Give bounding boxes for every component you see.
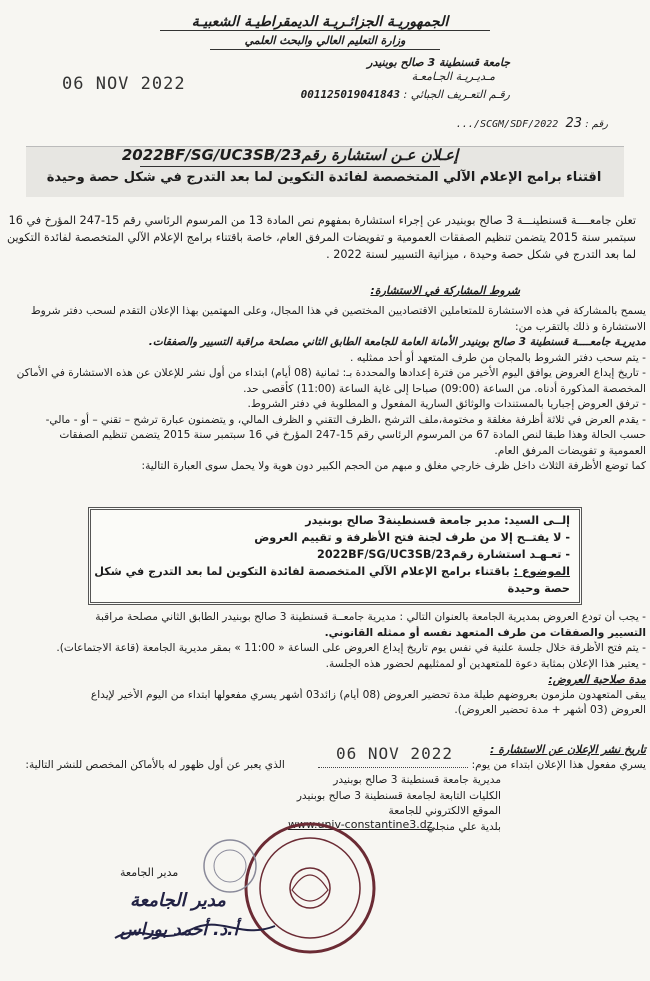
republic-header: الجمهوريـة الجزائـريـة الديمقراطيـة الشعبيـة [191,14,449,30]
signature-label: مدير الجامعة [120,866,179,879]
university-name: جامعة قسنطينة 3 صالح بوبنيدر [367,56,510,69]
validity-heading: مدة صلاحية العروض: [548,673,646,686]
condition-line: - يتم سحب دفتر الشروط بالمجان من طرف المتعهد أو أحد ممثليه . [349,351,646,364]
condition-line: - تاريخ إيداع العروض يوافق اليوم الأخير من فترة إعدادها والمحددة بـ: ثمانية (08 أيام) ابتداء من أول نشر للإعلان عن هذه الاستشارة في الأماكن [16,367,646,379]
reference-number [456,116,608,131]
rule-line: - يجب أن تودع العروض بمديرية الجامعة بالعنوان التالي : مديرية جامعــة قسنطينة 3 صالح بوبنيدر الطابق الثاني مصلحة مراقبة [95,611,646,623]
announcement-subject: اقتناء برامج الإعلام الآلي المتخصصة لفائدة التكوين لما بعد التدرج في شكل حصة وحيدة [46,170,602,185]
condition-line: العمومية و تفويضات المرفق العام. [494,444,646,457]
condition-line: كما توضع الأظرفة الثلاث داخل ظرف خارجي مغلق و مبهم من الحجم الكبير دون هوية ولا يحمل سوى العبارة التالية: [141,460,646,472]
signature-name: أ.د. أحمد بوراس [120,920,239,940]
publication-place: مديرية جامعة قسنطينة 3 صالح بوبنيدر [333,774,501,786]
envelope-subject-text: باقتناء برامج الإعلام الآلي المتخصصة لفائدة التكوين لما بعد التدرج في شكل حصة وحيدة [94,565,570,595]
publication-place: بلدية علي منجلي [426,820,501,833]
condition-line: - ترفق العروض إجباريا بالمستندات والوثائق السارية المفعول و المطلوبة في دفتر الشروط. [247,398,646,410]
envelope-text [92,512,570,597]
rule-line: التسيير والصفقات من طرف المتعهد نفسه أو ممثله القانوني. [324,626,646,639]
secondary-seal [200,836,260,896]
signature-scribble [110,918,280,948]
publication-place: الموقع الالكتروني للجامعة [388,805,501,817]
condition-line: مديريـة جامعــــة قسنطينة 3 صالح بوبنيدر الأمانة العامة للجامعة الطابق الثاني مصلحة مراقبة التسيير والصفقات. [148,336,646,348]
university-website: www.univ-constantine3.dz [288,818,433,831]
condition-line: الاستشارة و ذلك بالتقرب من: [515,320,646,333]
tax-id [301,88,510,101]
conditions-heading: شروط المشاركة في الاستشارة: [370,284,520,297]
ministry-header: وزارة التعليم العالي والبحث العلمي [244,34,406,47]
announcement-title: إعـلان عـن استشارة رقم2022BF/SG/UC3SB/23 [121,146,459,164]
ref-label: رقم : [585,119,608,130]
date-stamp-top: 06 NOV 2022 [62,74,186,94]
rule-line: - يتم فتح الأظرفة خلال جلسة علنية في نفس يوم تاريخ إيداع العروض على الساعة « 11:00 » بمقر مديرية الجامعة (قاعة الاجتماعات). [56,642,646,654]
condition-line: المخصصة المذكورة أدناه. من الساعة (09:00) صباحا إلى غاية الساعة (11:00) كأقصى حد. [243,382,646,395]
envelope-no-open: - لا يفتــح إلا من طرف لجنة فتح الأظرفة و تقييم العروض [254,531,570,544]
directorate-name: مـديـريـة الجـامعـة [411,70,495,83]
signature-title: مدير الجامعة [130,890,226,911]
condition-line: يسمح بالمشاركة في هذه الاستشارة للمتعاملين الاقتصاديين المختصين في هذا المجال، وعلى المهتمين بهذا الإعلان التقدم لسحب دفتر شروط [30,305,646,317]
conditions-list [0,304,646,475]
title-underline [140,166,440,167]
ref-code: 2022/SCGM/SDF/... [455,119,559,130]
publication-line-2: الذي يعبر عن أول ظهور له بالأماكن المخصص للنشر التالية: [25,758,285,771]
date-stamp-publication: 06 NOV 2022 [336,744,453,763]
envelope-to: إلــى السيد: مدير جامعة قسنطينة3 صالح بوبنيدر [305,514,570,527]
envelope-subject-label: الموضوع : [513,565,570,578]
condition-line: حسب الحالة وهذا طبقا لنص المادة 67 من المرسوم الرئاسي رقم 15-247 المؤرخ في 16 سبتمبر سنة 2015 يتضمن تنظيم الصفقات [59,429,646,441]
rule-line: - يعتبر هذا الإعلان بمثابة دعوة للمتعهدين أو لممثليهم لحضور هذه الجلسة. [325,657,646,670]
tax-number: 001125019041843 [300,88,400,101]
intro-paragraph: تعلن جامعــــة قسنطينـــة 3 صالح بوبنيدر عن إجراء استشارة بمفهوم نص المادة 13 من المرسوم الرئاسي رقم 15-247 المؤرخ في 16 سبتمبر سنة 2015 يتضمن تنظيم الصفقات العمومية و تفويضات المرفق العام، خاصة باقتناء برامج الإعلام الآلي المتخصصة لفائدة التكوين لما بعد التدرج في شكل حصة وحيدة ، ميزانية التسيير لسنة 2022 . [7,214,636,261]
envelope-tender: - تعـهـد استشارة رقم2022BF/SG/UC3SB/23 [317,548,570,561]
publication-place: الكليات التابعة لجامعة قسنطينة 3 صالح بوبنيدر [296,789,501,802]
validity-line: يبقى المتعهدون ملزمون بعروضهم طيلة مدة تحضير العروض (08 أيام) زائد03 أشهر يسري مفعولها ابتداء من اليوم الأخير لإيداع [90,688,646,701]
publication-heading: تاريخ نشر الإعلان عن الاستشارة : [490,743,646,756]
ref-number: 23 [565,116,582,131]
tax-label: رقـم التعـريف الجبائي : [403,88,510,101]
publication-line-1: يسري مفعول هذا الإعلان ابتداء من يوم: الذي يعبر عن أول ظهور له بالأماكن المخصص للنشر التالية: [25,758,646,771]
condition-line: - يقدم العرض في ثلاثة أظرفة مغلقة و مختومة،ملف الترشح ،الظرف التقني و الظرف المالي، و يتضمنون عبارة ترشح – تقني – أو - مالي- [45,413,646,426]
date-dots [318,767,468,768]
envelope-subject [92,563,570,597]
submission-rules [0,610,646,719]
validity-line: العروض (03 أشهر + مدة تحضير العروض). [454,704,646,716]
header-underline [160,30,490,31]
ministry-underline [210,49,440,50]
